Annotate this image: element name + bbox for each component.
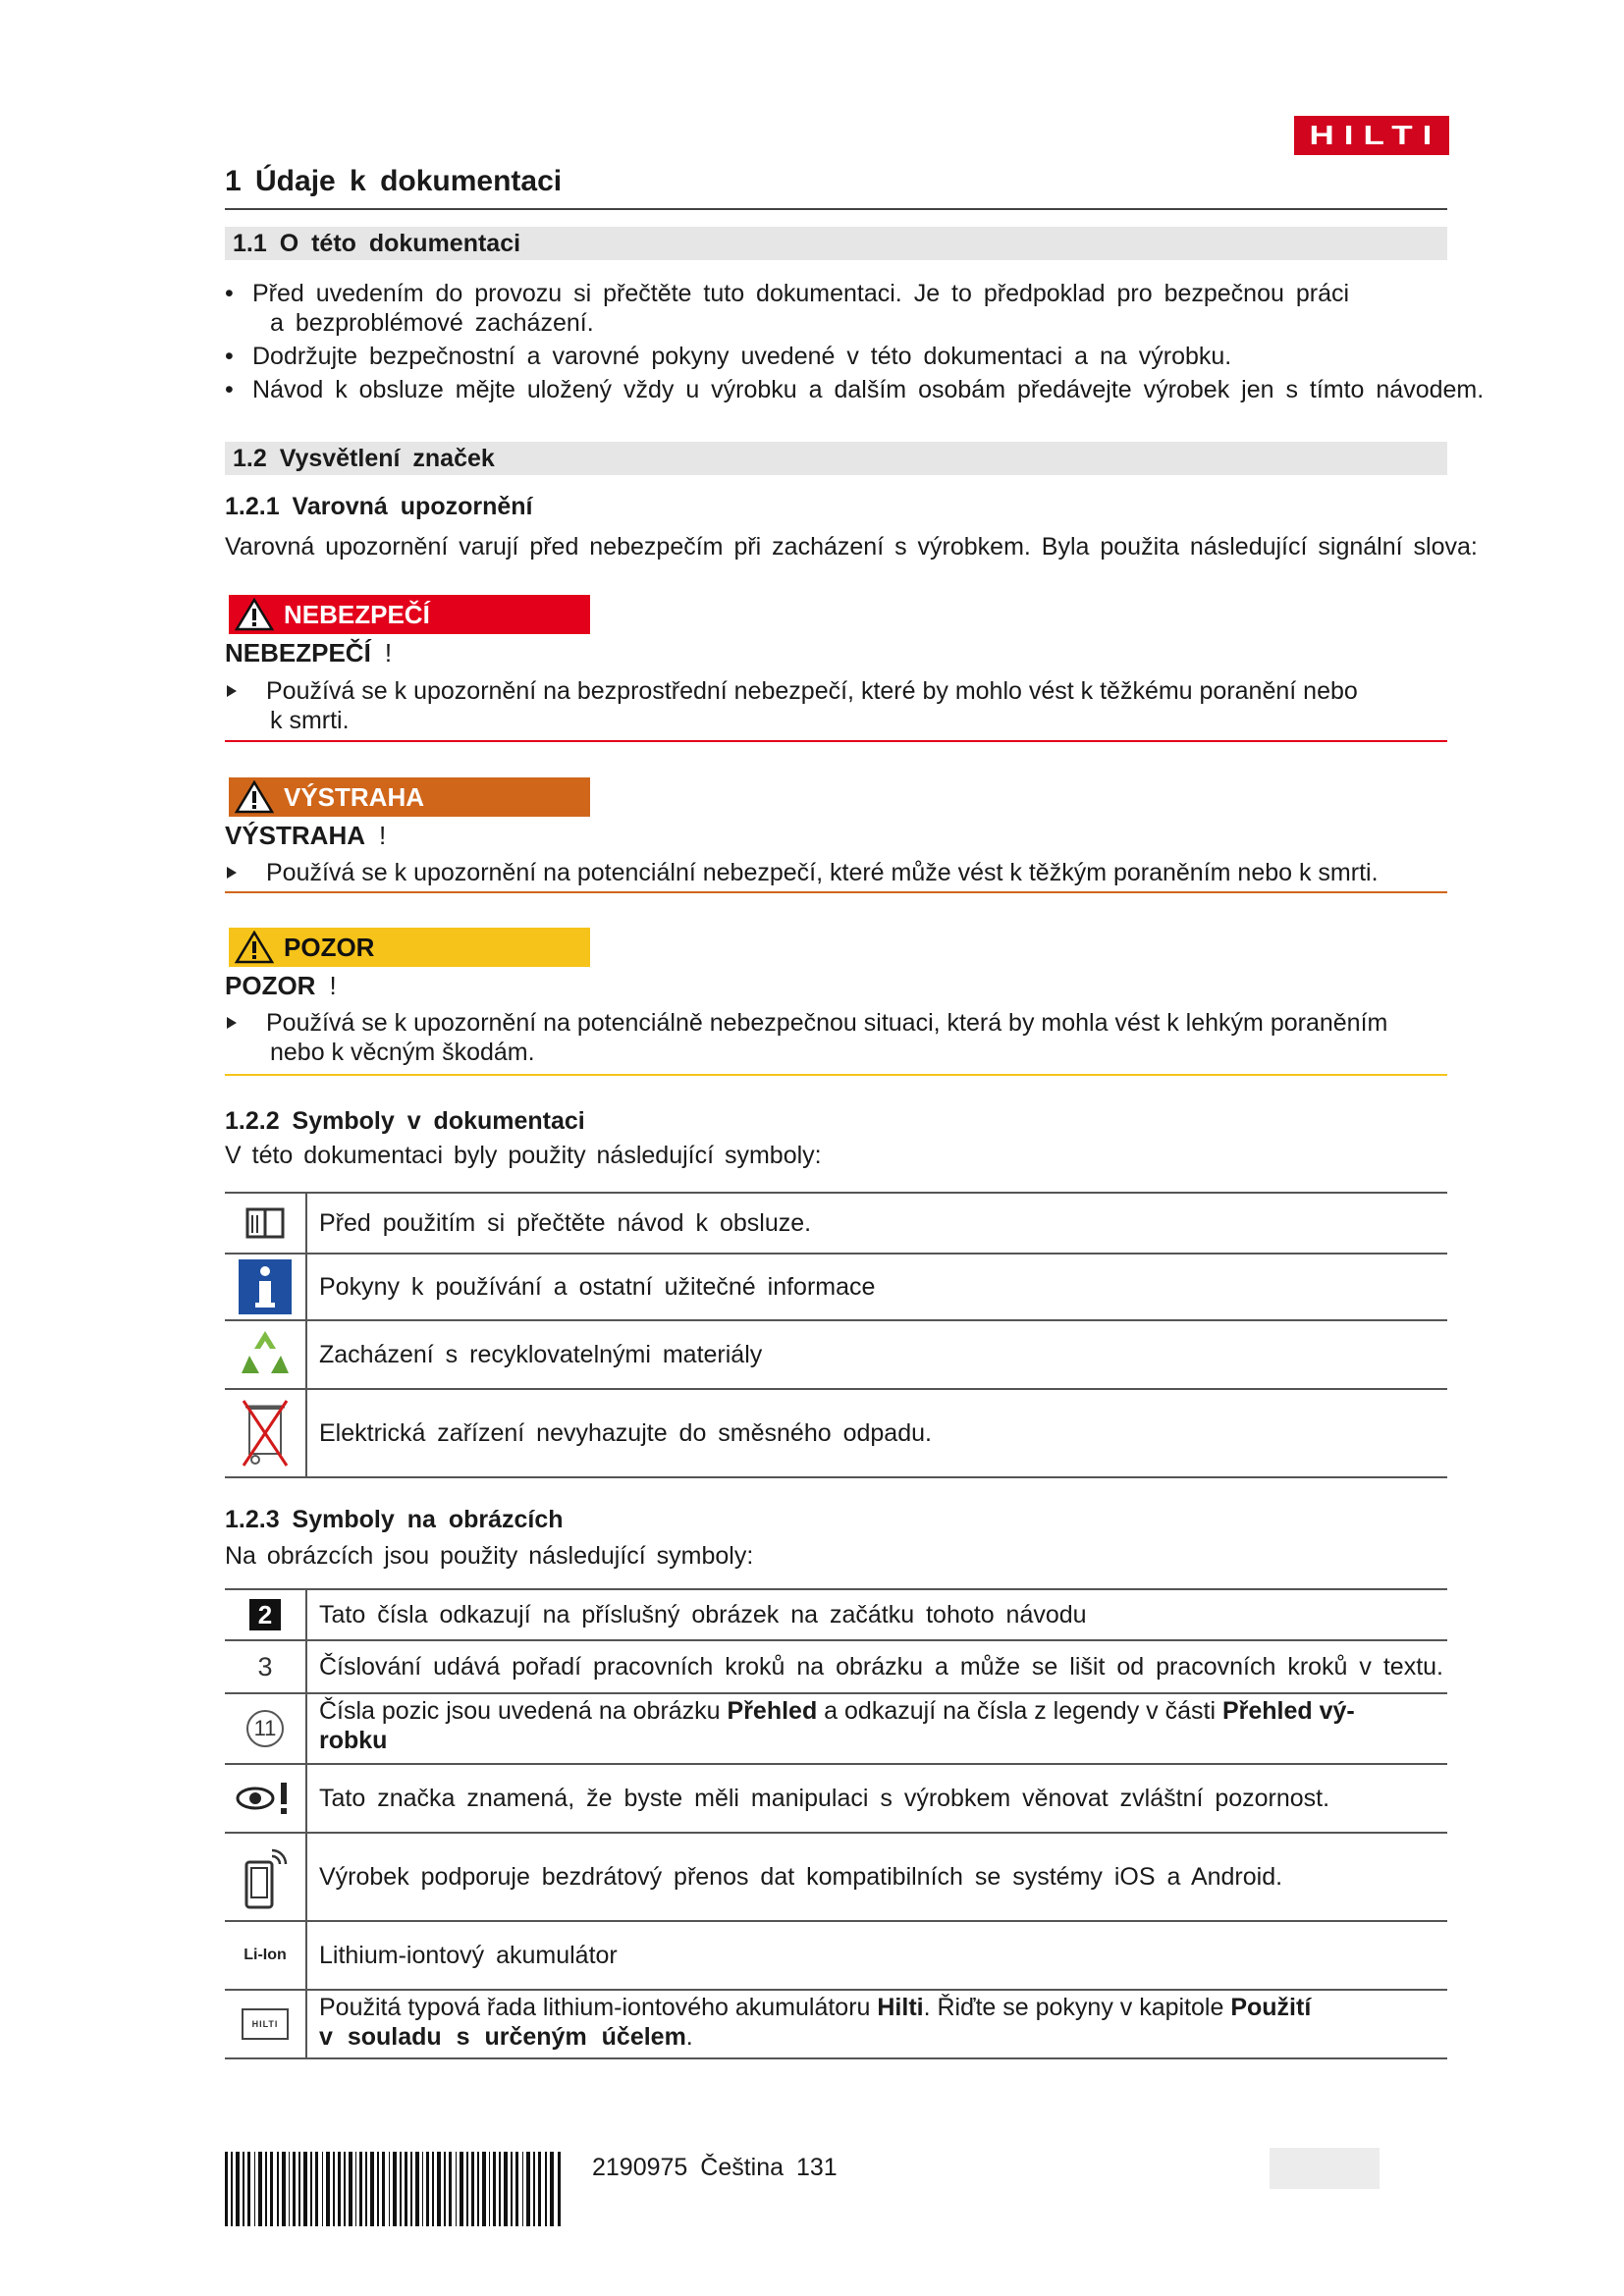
symbol-description: Číslování udává pořadí pracovních kroků na obrázku a může se lišit od pracovních kroků v textu. <box>319 1653 1443 1681</box>
barcode <box>225 2152 563 2226</box>
battery-series-icon: HILTI <box>225 1991 307 2057</box>
info-icon <box>225 1255 307 1319</box>
warning-signal-box <box>229 777 590 817</box>
danger-signal-box <box>229 595 590 634</box>
table-row <box>225 1255 1447 1321</box>
symbol-description: Výrobek podporuje bezdrátový přenos dat kompatibilních se systémy iOS a Android. <box>319 1863 1283 1891</box>
symbols-intro: V této dokumentaci byly použity následující symboly: <box>225 1142 822 1169</box>
danger-divider <box>225 740 1447 742</box>
warning-description: Používá se k upozornění na potenciální nebezpečí, které může vést k těžkým poraněním nebo k smrti. <box>225 858 1447 887</box>
symbol-description: Před použitím si přečtěte návod k obsluze. <box>319 1209 812 1237</box>
list-item: • Před uvedením do provozu si přečtěte tuto dokumentaci. Je to předpoklad pro bezpečnou práci a bezproblémové zacházení. <box>225 279 1447 338</box>
symbol-description: Lithium-iontový akumulátor <box>319 1942 618 1969</box>
symbol-description: Pokyny k používání a ostatní užitečné informace <box>319 1273 876 1301</box>
footer-grey-box <box>1270 2148 1380 2189</box>
arrow-bullet-icon <box>227 1017 237 1029</box>
crossed-bin-icon <box>225 1390 307 1476</box>
section-1-2-heading: 1.2 Vysvětlení značek <box>225 442 1447 475</box>
caution-signal-box <box>229 928 590 967</box>
symbol-description: Zacházení s recyklovatelnými materiály <box>319 1341 763 1368</box>
section-1-2-3-heading: 1.2.3 Symboly na obrázcích <box>225 1506 564 1533</box>
danger-box-label: NEBEZPEČÍ <box>284 599 430 629</box>
caution-description: Používá se k upozornění na potenciálně nebezpečnou situaci, která by mohla vést k lehkým poraněním nebo k věcným škodám. <box>225 1008 1447 1067</box>
hilti-logo <box>1294 116 1449 155</box>
section-1-1-heading: 1.1 O této dokumentaci <box>225 227 1447 260</box>
figure-number-icon: 2 <box>225 1590 307 1639</box>
table-row <box>225 1922 1447 1991</box>
symbol-description: Čísla pozic jsou uvedená na obrázku Přehled a odkazují na čísla z legendy v části Přehled vý- robku <box>319 1697 1355 1754</box>
table-row <box>225 1834 1447 1922</box>
figure-symbols-table <box>225 1588 1447 2059</box>
symbol-description: Použitá typová řada lithium-iontového akumulátoru Hilti. Řiďte se pokyny v kapitole Použití v souladu s určeným účelem. <box>319 1994 1312 2051</box>
arrow-bullet-icon <box>227 867 237 879</box>
section-1-2-1-heading: 1.2.1 Varovná upozornění <box>225 493 533 520</box>
warning-box-label: VÝSTRAHA <box>284 781 425 812</box>
wireless-phone-icon <box>225 1834 307 1920</box>
chapter-heading: 1 Údaje k dokumentaci <box>225 165 1447 210</box>
caution-box-label: POZOR <box>284 932 375 962</box>
caution-signal-word: POZOR ! <box>225 971 337 1000</box>
table-row <box>225 1390 1447 1478</box>
arrow-bullet-icon <box>227 685 237 697</box>
table-row <box>225 1194 1447 1255</box>
table-row <box>225 1694 1447 1765</box>
step-number-icon: 3 <box>225 1641 307 1692</box>
logo-text: HILTI <box>1309 120 1442 150</box>
list-item: • Dodržujte bezpečnostní a varovné pokyny uvedené v této dokumentaci a na výrobku. <box>225 342 1447 371</box>
signal-intro: Varovná upozornění varují před nebezpečím při zacházení s výrobkem. Byla použita následující signální slova: <box>225 533 1478 561</box>
manual-book-icon <box>225 1194 307 1253</box>
table-row <box>225 1991 1447 2059</box>
figure-symbols-intro: Na obrázcích jsou použity následující symboly: <box>225 1542 754 1570</box>
warning-triangle-icon <box>235 931 274 964</box>
warning-triangle-icon <box>235 598 274 631</box>
warning-divider <box>225 891 1447 893</box>
warning-triangle-icon <box>235 780 274 814</box>
table-row <box>225 1641 1447 1694</box>
position-number-icon: 11 <box>225 1694 307 1763</box>
li-ion-icon: Li-Ion <box>225 1922 307 1989</box>
recycling-icon <box>225 1321 307 1388</box>
danger-description: Používá se k upozornění na bezprostřední nebezpečí, které by mohlo vést k těžkému poranění nebo k smrti. <box>225 676 1447 735</box>
caution-divider <box>225 1074 1447 1076</box>
bullet-list <box>225 279 1485 408</box>
symbol-description: Elektrická zařízení nevyhazujte do směsného odpadu. <box>319 1419 932 1447</box>
list-item: • Návod k obsluze mějte uložený vždy u výrobku a dalším osobám předávejte výrobek jen s tímto návodem. <box>225 375 1447 404</box>
section-1-2-2-heading: 1.2.2 Symboly v dokumentaci <box>225 1107 585 1135</box>
table-row <box>225 1765 1447 1834</box>
table-row <box>225 1321 1447 1390</box>
footer-page-info: 2190975 Čeština 131 <box>592 2154 838 2181</box>
table-row <box>225 1590 1447 1641</box>
document-symbols-table <box>225 1192 1447 1478</box>
danger-signal-word: NEBEZPEČÍ ! <box>225 638 393 667</box>
symbol-description: Tato značka znamená, že byste měli manipulaci s výrobkem věnovat zvláštní pozornost. <box>319 1785 1330 1812</box>
eye-attention-icon <box>225 1765 307 1832</box>
warning-signal-word: VÝSTRAHA ! <box>225 821 387 850</box>
symbol-description: Tato čísla odkazují na příslušný obrázek na začátku tohoto návodu <box>319 1601 1087 1629</box>
